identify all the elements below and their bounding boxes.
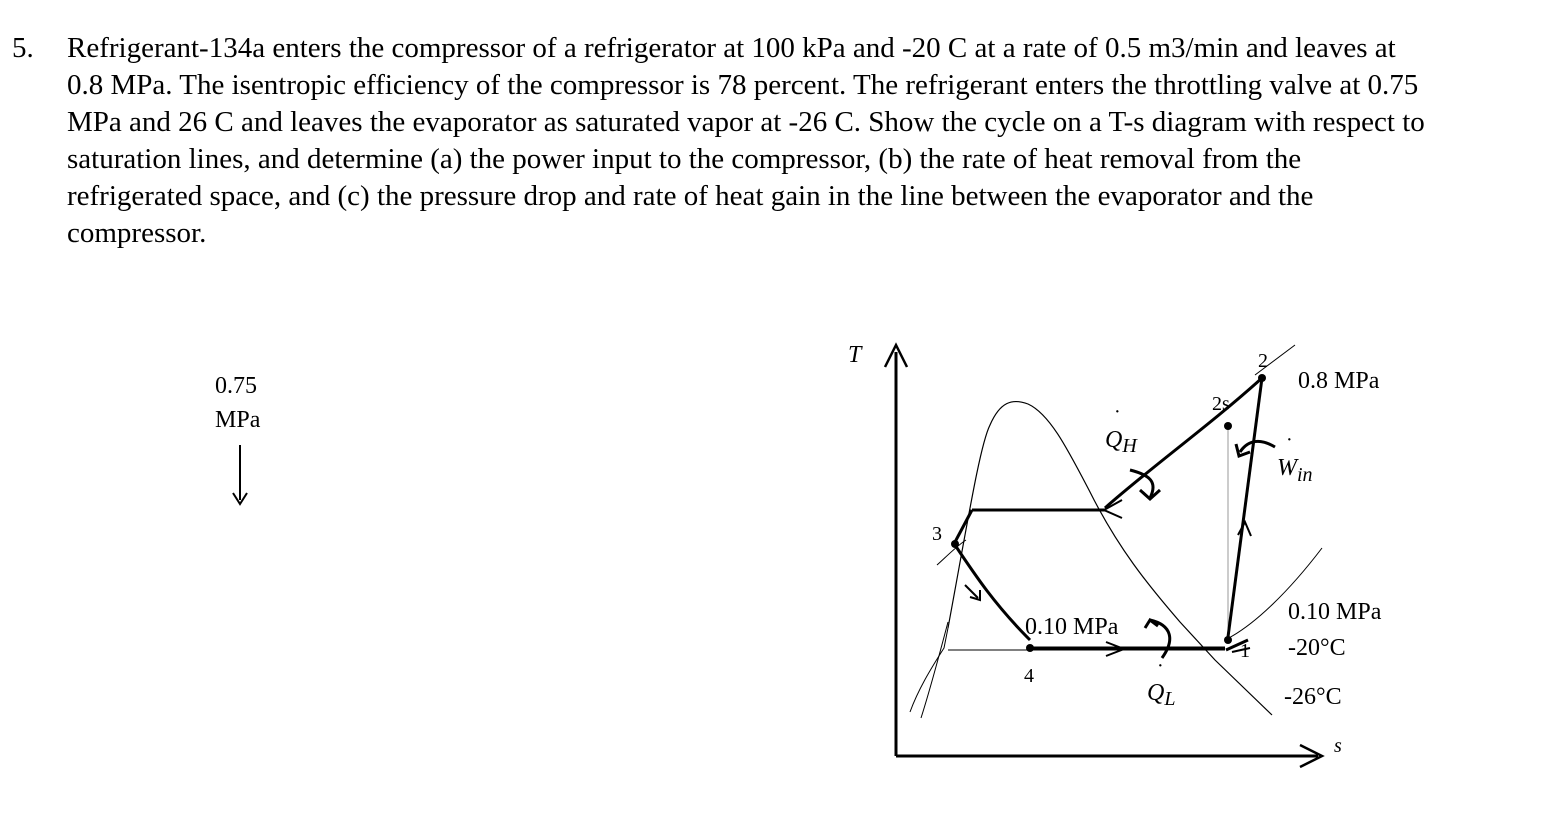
win-arrow — [1240, 441, 1275, 452]
point-3 — [951, 540, 959, 548]
label-win: $W_{in}$ — [1277, 455, 1313, 486]
t-axis-label: T — [848, 342, 862, 368]
process-1-2 — [1228, 378, 1262, 637]
point-2 — [1258, 374, 1266, 382]
problem-number: 5. — [12, 32, 34, 64]
label-state-1: 1 — [1240, 640, 1250, 662]
process-subcool — [955, 510, 972, 542]
axes — [885, 345, 1322, 767]
point-4 — [1026, 644, 1034, 652]
label-state-3: 3 — [932, 523, 942, 545]
label-state-2: 2 — [1258, 350, 1268, 372]
label-ql: $Q_L$ — [1147, 680, 1176, 710]
left-liquid-line — [910, 628, 948, 712]
label-0.1mpa-mid: 0.10 MPa — [1025, 614, 1119, 640]
s-axis-label: s — [1334, 735, 1342, 757]
qh-dot: · — [1114, 401, 1121, 423]
label-0.75-mpa: MPa — [215, 407, 261, 433]
energy-arrows — [1130, 441, 1275, 658]
problem-text: Refrigerant-134a enters the compressor of a refrigerator at 100 kPa and -20 C at a rate of 0.5 m3/min and leaves at 0.8 MPa. The isentropic efficiency of the compressor is 78 percent. The refrigerant enters the throttling valve at 0.75 MPa and 26 C and leaves the evaporator as saturated vapor at -26 C. Show the cycle on a T-s diagram with respect to saturation lines, and determine (a) the power input to the compressor, (b) the rate of heat removal from the refrigerated space, and (c) the pressure drop and rate of heat gain in the line between the evaporator and the compressor. — [67, 32, 1425, 249]
label-state-4: 4 — [1024, 665, 1034, 687]
label-minus20: -20°C — [1288, 635, 1346, 661]
isobar-0.1-superheat — [1225, 548, 1322, 640]
ql-dot: · — [1157, 655, 1164, 677]
ql-arrow — [1150, 620, 1170, 658]
label-0.1mpa-right: 0.10 MPa — [1288, 599, 1382, 625]
label-0.75: 0.75 — [215, 373, 257, 399]
compressed-liquid-line — [921, 622, 948, 718]
win-dot: · — [1286, 429, 1293, 451]
label-minus26: -26°C — [1284, 684, 1342, 710]
point-1 — [1224, 636, 1232, 644]
point-2s — [1224, 422, 1232, 430]
label-0.8mpa: 0.8 MPa — [1298, 368, 1380, 394]
process-3-4 — [955, 545, 1030, 640]
label-state-2s: 2s — [1212, 393, 1230, 415]
arrow-compress — [1238, 522, 1251, 536]
label-qh: $Q_H$ — [1105, 427, 1137, 457]
arrow-throttle — [965, 585, 978, 598]
